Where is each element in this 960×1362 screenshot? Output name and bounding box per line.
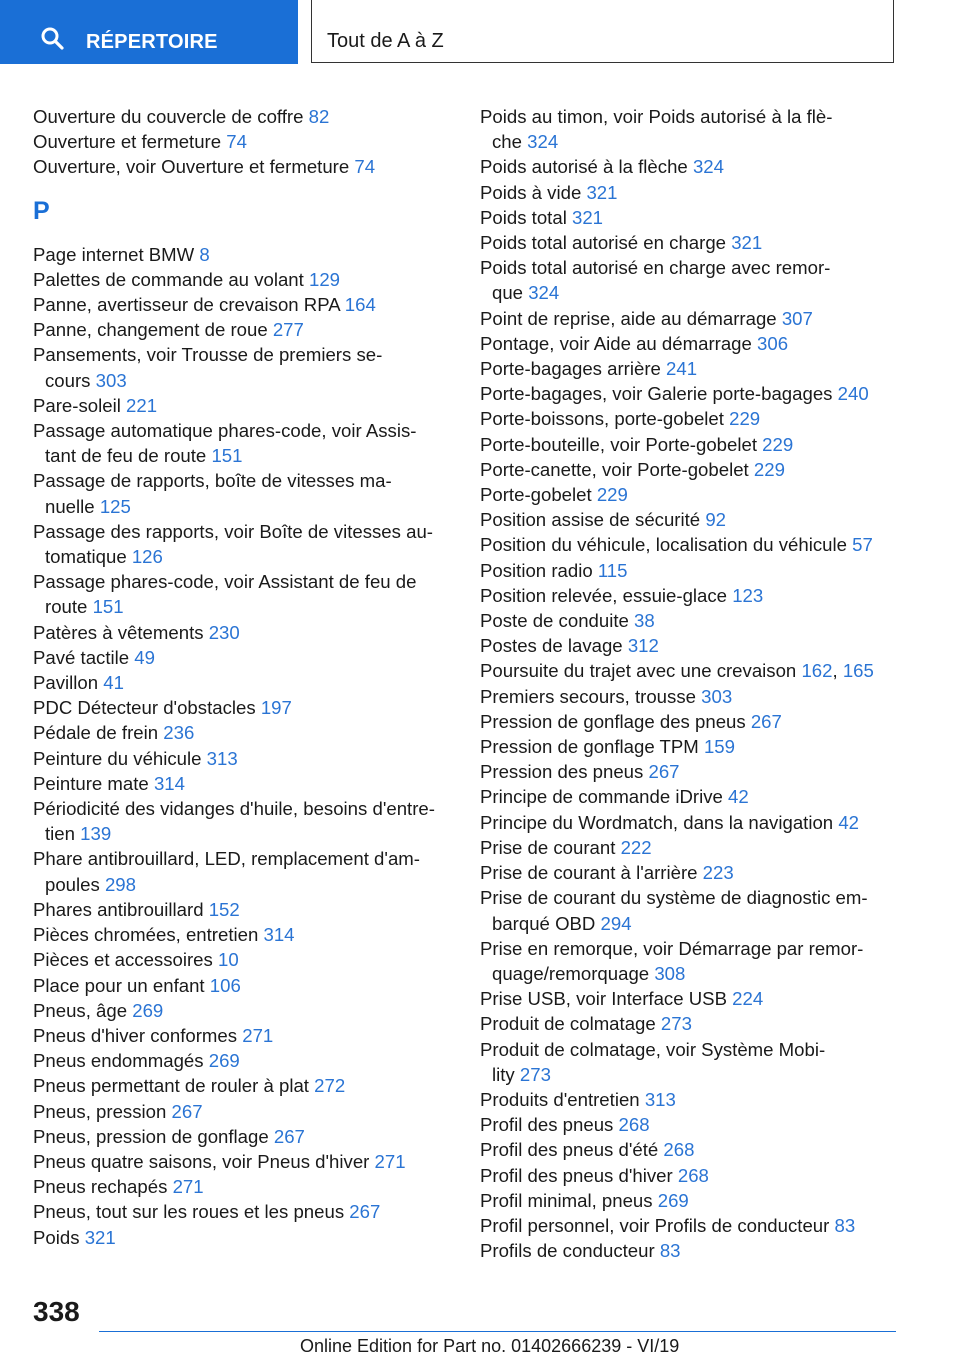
index-entry [480,608,900,633]
index-term: Poids autorisé à la flèche [480,156,688,178]
index-entry [480,1087,900,1112]
tab-repertoire[interactable] [0,0,298,64]
index-term: Pavé tactile [33,646,130,668]
index-entry [33,695,453,720]
index-entry [33,670,453,695]
index-entry [480,104,900,154]
page-reference-link[interactable]: 74 [226,131,247,153]
page-reference-link[interactable]: 83 [659,1240,681,1262]
index-term: Poste de conduite [480,610,629,632]
page-reference-link[interactable]: 271 [374,1150,406,1172]
index-entry [33,317,453,342]
index-entry [480,180,900,205]
index-term-continuation: cours [45,369,91,391]
index-term: Pontage, voir Aide au démarrage [480,332,752,354]
index-entry [480,885,900,935]
index-term: Pièces et accessoires [33,949,213,971]
index-term: Prise de courant [480,836,616,858]
page-reference-link[interactable]: 277 [272,319,304,341]
index-entry [480,205,900,230]
index-term: Poids total autorisé en charge [480,232,727,254]
index-term: Point de reprise, aide au démarrage [480,307,777,329]
index-term: Principe du Wordmatch, dans la navigation [480,811,834,833]
page-reference-link[interactable]: 221 [126,394,158,416]
index-entry [480,1213,900,1238]
index-entry [480,810,900,835]
page-reference-link[interactable]: 165 [842,660,874,682]
page-reference-link[interactable]: 268 [618,1114,650,1136]
page-reference-link[interactable]: 106 [209,974,241,996]
page-reference-link[interactable]: 312 [627,635,659,657]
index-term: Produit de colmatage, voir Système Mobi- [480,1038,826,1060]
index-entry [480,1163,900,1188]
index-term: Place pour un enfant [33,974,205,996]
index-term: Prise USB, voir Interface USB [480,988,727,1010]
index-term: Peinture du véhicule [33,747,202,769]
index-entry [480,406,900,431]
index-entry [33,418,453,468]
page-reference-link[interactable]: 303 [95,369,127,391]
page-reference-link[interactable]: 321 [84,1226,116,1248]
page-reference-link[interactable]: 123 [732,584,764,606]
index-entry [480,684,900,709]
page-reference-link[interactable]: 139 [80,823,112,845]
index-group-p-continued [480,104,900,1263]
index-term: Porte-bagages, voir Galerie porte-bagages [480,383,833,405]
index-entry [480,633,900,658]
index-entry [33,645,453,670]
index-term: Profil des pneus d'hiver [480,1164,673,1186]
index-term: Phare antibrouillard, LED, remplacement d'am- [33,848,420,870]
page-reference-link[interactable]: 313 [644,1088,676,1110]
index-entry [480,759,900,784]
index-term: Porte-bagages arrière [480,358,661,380]
index-entry [480,482,900,507]
page-reference-link[interactable]: 273 [660,1013,692,1035]
index-term: Passage de rapports, boîte de vitesses ma- [33,470,392,492]
page-number: 338 [33,1296,80,1327]
page-reference-link[interactable]: 267 [648,761,680,783]
index-entry [480,1137,900,1162]
index-entry [33,569,453,619]
footer-divider [99,1331,896,1332]
index-term: Pneus endommagés [33,1050,204,1072]
index-term: Porte-bouteille, voir Porte-gobelet [480,433,757,455]
page-reference-link[interactable]: 303 [701,685,733,707]
index-term: Position du véhicule, localisation du véhicule [480,534,847,556]
page-reference-link[interactable]: 314 [153,772,185,794]
page-reference-link[interactable]: 82 [308,106,330,127]
index-entry [480,331,900,356]
page-reference-link[interactable]: 324 [528,282,560,304]
page-reference-link[interactable]: 229 [762,433,794,455]
page-reference-link[interactable]: 222 [620,836,652,858]
page-reference-link[interactable]: 159 [703,736,735,758]
page-reference-link[interactable]: 268 [677,1164,709,1186]
page-reference-link[interactable]: 269 [657,1189,689,1211]
footer-edition-text: Online Edition for Part no. 01402666239 - VI/19 [300,1336,680,1356]
index-entry [33,1048,453,1073]
index-entry [480,835,900,860]
page-reference-link[interactable]: 267 [171,1100,203,1122]
index-term: Passage phares-code, voir Assistant de feu de [33,571,417,593]
page-reference-link[interactable]: 306 [757,332,789,354]
page-reference-link[interactable]: 57 [852,534,873,556]
index-entry [480,986,900,1011]
index-group-p [33,242,453,1250]
index-entry [480,583,900,608]
page-reference-link[interactable]: 268 [663,1139,695,1161]
page-reference-link[interactable]: 324 [527,131,559,153]
page-reference-link[interactable]: 229 [753,458,785,480]
index-term: Profils de conducteur [480,1240,655,1262]
index-term: Pneus, tout sur les roues et les pneus [33,1201,345,1223]
index-term-continuation: barqué OBD [492,912,596,934]
index-term: Porte-gobelet [480,484,592,506]
index-term: Profil des pneus [480,1114,614,1136]
page-reference-link[interactable]: 125 [99,495,131,517]
page-reference-link[interactable]: 151 [211,445,243,467]
index-term: Porte-canette, voir Porte-gobelet [480,458,749,480]
index-entry [480,1188,900,1213]
page-reference-link[interactable]: 10 [218,949,239,971]
search-icon [40,26,64,50]
index-entry [480,936,900,986]
page-reference-link[interactable]: 269 [132,999,164,1021]
index-term: Pression de gonflage des pneus [480,710,746,732]
index-entry [480,532,900,557]
page-reference-link[interactable]: 241 [666,358,698,380]
page-reference-link[interactable]: 230 [208,621,240,643]
page-reference-link[interactable]: 321 [731,232,763,254]
index-entry [33,846,453,896]
index-entry [33,720,453,745]
index-entry [480,709,900,734]
page-reference-link[interactable]: 267 [349,1201,381,1223]
index-term: PDC Détecteur d'obstacles [33,697,256,719]
index-entry [33,1023,453,1048]
page-reference-link[interactable]: 298 [104,873,136,895]
page-reference-link[interactable]: 307 [781,307,813,329]
index-term: Pression des pneus [480,761,644,783]
index-term-continuation: che [492,131,522,153]
page-reference-link[interactable]: 83 [834,1214,856,1236]
page-reference-link[interactable]: 42 [728,786,749,808]
index-term: Pneus quatre saisons, voir Pneus d'hiver [33,1150,370,1172]
page-reference-link[interactable]: 162 [801,660,833,682]
tab-tout-de-a-a-z[interactable] [311,0,894,63]
index-column-left [33,104,453,1250]
index-group-o [33,104,453,180]
index-entry [33,620,453,645]
index-term: Page internet BMW [33,243,195,265]
page-reference-link[interactable]: 92 [705,509,726,531]
index-entry [480,154,900,179]
page-reference-link[interactable]: 236 [163,722,195,744]
index-entry [33,267,453,292]
page-reference-link[interactable]: 74 [354,156,376,178]
index-term-continuation: tant de feu de route [45,445,207,467]
index-entry [33,1149,453,1174]
index-term: Premiers secours, trousse [480,685,696,707]
index-term: Poids total autorisé en charge avec remor- [480,257,831,279]
index-entry [480,1112,900,1137]
index-entry [480,1238,900,1263]
index-term: Prise en remorque, voir Démarrage par remor- [480,937,864,959]
page-reference-link[interactable]: 224 [732,988,764,1010]
index-term-continuation: poules [45,873,100,895]
index-term-continuation: quage/remorquage [492,962,650,984]
index-term: Panne, changement de roue [33,319,268,341]
index-entry [480,558,900,583]
index-term: Pression de gonflage TPM [480,736,699,758]
index-entry [33,342,453,392]
index-term: Postes de lavage [480,635,623,657]
index-term: Prise de courant à l'arrière [480,862,698,884]
page-reference-link[interactable]: 38 [634,610,655,632]
index-term: Position assise de sécurité [480,509,701,531]
index-term: Pneus, pression [33,1100,167,1122]
index-entry [480,507,900,532]
page-reference-link[interactable]: 151 [92,596,124,618]
index-entry [33,292,453,317]
index-term: Principe de commande iDrive [480,786,723,808]
index-entry [480,381,900,406]
index-entry [33,1199,453,1224]
index-term: Profil minimal, pneus [480,1189,653,1211]
page-reference-link[interactable]: 269 [208,1050,240,1072]
page-reference-link[interactable]: 294 [600,912,632,934]
page-reference-link[interactable]: 271 [172,1176,204,1198]
page-reference-link[interactable]: 267 [750,710,782,732]
page-reference-link[interactable]: 223 [702,862,734,884]
index-term: Pneus permettant de rouler à plat [33,1075,309,1097]
index-term: Porte-boissons, porte-gobelet [480,408,724,430]
index-term: Position radio [480,559,593,581]
index-term: Patères à vêtements [33,621,204,643]
index-term: Phares antibrouillard [33,898,204,920]
index-entry [480,1011,900,1036]
index-term: Panne, avertisseur de crevaison RPA [33,294,340,316]
index-entry [480,1037,900,1087]
page-reference-link[interactable]: 313 [206,747,238,769]
index-entry [480,432,900,457]
index-term: Pneus rechapés [33,1176,168,1198]
page-reference-link[interactable]: 321 [572,206,604,228]
page-reference-link[interactable]: 41 [103,672,124,694]
index-entry [33,922,453,947]
index-entry: Poursuite du trajet avec une crevaison 162, 165 [480,660,874,682]
index-term: Position relevée, essuie-glace [480,584,728,606]
index-term: Poids total [480,206,567,228]
index-term-continuation: route [45,596,88,618]
index-term: Pneus, pression de gonflage [33,1125,269,1147]
page-reference-link[interactable]: 273 [519,1063,551,1085]
page-reference-link[interactable]: 129 [308,268,341,290]
index-entry [33,104,453,129]
tab-repertoire-label: RÉPERTOIRE [86,31,218,53]
index-entry [33,468,453,518]
page-reference-link[interactable]: 229 [729,408,761,430]
page-reference-link[interactable]: 126 [131,546,163,568]
index-entry [33,1073,453,1098]
page-reference-link[interactable]: 8 [199,243,210,265]
section-letter: P [33,196,50,225]
page-reference-link[interactable]: 308 [654,962,686,984]
page-reference-link[interactable]: 271 [242,1024,274,1046]
page-reference-link[interactable]: 115 [597,559,628,581]
index-entry [33,796,453,846]
index-term-continuation: tomatique [45,546,127,568]
index-term: Pneus d'hiver conformes [33,1024,238,1046]
page-reference-link[interactable]: 152 [208,898,240,920]
index-entry [33,393,453,418]
index-term-continuation: lity [492,1063,515,1085]
page-reference-link[interactable]: 324 [692,156,724,178]
index-term-continuation: que [492,282,524,304]
index-entry [33,519,453,569]
index-entry [480,306,900,331]
index-entry [480,255,900,305]
page-reference-link[interactable]: 272 [314,1075,346,1097]
index-entry [33,998,453,1023]
index-term: Poids au timon, voir Poids autorisé à la flè- [480,106,833,127]
index-entry [480,784,900,809]
page-reference-link[interactable]: 49 [134,646,155,668]
index-term: Palettes de commande au volant [33,268,304,290]
index-term: Peinture mate [33,772,149,794]
index-term: Ouverture, voir Ouverture et fermeture [33,156,350,178]
index-term-continuation: nuelle [45,495,95,517]
index-entry [480,860,900,885]
page-reference-link[interactable]: 42 [838,811,859,833]
index-term: Poids [33,1226,80,1248]
index-entry [33,1225,453,1250]
index-term-continuation: tien [45,823,75,845]
index-entry [33,1124,453,1149]
page-reference-link[interactable]: 240 [837,383,869,405]
index-entry [480,356,900,381]
index-term: Produit de colmatage [480,1013,656,1035]
index-entry [33,771,453,796]
index-column-right [480,104,900,1263]
page-reference-link[interactable]: 197 [260,697,292,719]
page-reference-link[interactable]: 314 [263,924,295,946]
index-term: Profil personnel, voir Profils de conducteur [480,1214,830,1236]
index-term: Passage des rapports, voir Boîte de vitesses au- [33,520,433,542]
index-term: Poids à vide [480,181,582,203]
index-term: Pare-soleil [33,394,121,416]
index-entry [33,129,453,154]
index-term: Prise de courant du système de diagnostic em- [480,887,868,909]
index-entry [33,973,453,998]
index-term: Profil des pneus d'été [480,1139,659,1161]
index-term: Passage automatique phares-code, voir Assis- [33,420,417,442]
index-entry [33,242,453,267]
index-term: Pansements, voir Trousse de premiers se- [33,344,383,366]
tab-tout-de-a-a-z-label: Tout de A à Z [327,30,444,52]
index-term: Produits d'entretien [480,1088,640,1110]
index-entry [33,746,453,771]
page-reference-link[interactable]: 164 [344,294,376,316]
index-entry [480,230,900,255]
index-term: Périodicité des vidanges d'huile, besoins d'entre- [33,798,435,820]
index-entry [33,1174,453,1199]
page-reference-link[interactable]: 229 [596,484,628,506]
index-term: Poursuite du trajet avec une crevaison [480,660,797,682]
index-term: Pneus, âge [33,999,128,1021]
index-entry [33,897,453,922]
page-reference-link[interactable]: 321 [586,181,618,203]
page-reference-link[interactable]: 267 [273,1125,305,1147]
index-entry [480,734,900,759]
index-term: Ouverture du couvercle de coffre [33,106,304,127]
index-entry [33,154,453,179]
index-term: Pièces chromées, entretien [33,924,259,946]
index-entry [480,457,900,482]
index-term: Ouverture et fermeture [33,131,222,153]
index-term: Pavillon [33,672,99,694]
index-entry [33,947,453,972]
index-term: Pédale de frein [33,722,159,744]
index-entry [33,1099,453,1124]
